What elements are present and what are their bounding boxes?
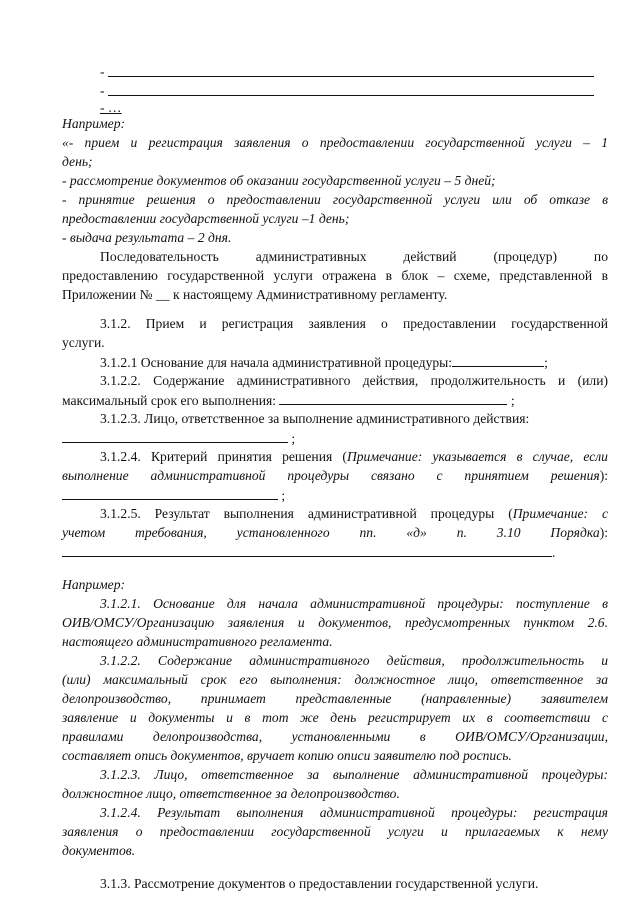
example-line: правилами делопроизводства, установленными в ОИВ/ОМСУ/Организации,	[62, 729, 608, 744]
fill-in-blank	[279, 390, 507, 405]
field-label	[62, 466, 608, 486]
example-item: день;	[62, 154, 93, 169]
field-row	[62, 485, 285, 506]
section-heading: услуги.	[62, 335, 105, 350]
text: 3.1.2.5. Результат выполнения административной процедуры (	[100, 506, 513, 521]
field-label: 3.1.2.3. Лицо, ответственное за выполнение административного действия:	[100, 411, 530, 426]
field-label	[100, 504, 608, 524]
example-line: настоящего административного регламента.	[62, 634, 333, 649]
fill-in-blank	[62, 485, 278, 500]
field-row	[62, 428, 295, 449]
punct: ):	[599, 468, 608, 483]
example-line: документов.	[62, 843, 136, 858]
text: 3.1.2.4. Критерий принятия решения (	[100, 449, 347, 464]
example-line: заявление и документы и в тот же день регистрирует их в соответствии с	[62, 710, 608, 725]
example-line: 3.1.2.2. Содержание административного действия, продолжительность и	[100, 653, 608, 668]
example-item: - выдача результата – 2 дня.	[62, 230, 232, 245]
paragraph-line: Приложении № __ к настоящему Административному регламенту.	[62, 287, 448, 302]
example-label: Например:	[62, 116, 126, 131]
section-heading: 3.1.3. Рассмотрение документов о предоставлении государственной услуги.	[100, 876, 539, 891]
note-label: Примечание:	[512, 506, 589, 521]
field-label: 3.1.2.1 Основание для начала административной процедуры:	[100, 355, 453, 370]
dash-marker: - …	[100, 100, 122, 115]
example-line: ОИВ/ОМСУ/Организацию заявления и документов, предусмотренных пунктом 2.6.	[62, 615, 608, 630]
blank-line	[108, 76, 594, 77]
punct: ;	[544, 355, 548, 370]
example-line: делопроизводство, принимает представленные (направленные) заявителем	[62, 691, 608, 706]
example-line: должностное лицо, ответственное за делопроизводство.	[62, 786, 400, 801]
example-line: заявления о предоставлении государственной услуги и прилагаемых к нему	[62, 824, 608, 839]
example-label: Например:	[62, 577, 126, 592]
example-line: 3.1.2.3. Лицо, ответственное за выполнение административной процедуры:	[100, 767, 608, 782]
dash-marker: -	[100, 83, 105, 98]
punct: ;	[291, 431, 296, 446]
note-text: выполнение административной процедуры связано с принятием решения	[62, 468, 600, 483]
example-line: 3.1.2.4. Результат выполнения административной процедуры: регистрация	[100, 805, 608, 820]
punct: ):	[599, 525, 608, 540]
fill-in-blank	[452, 352, 544, 367]
note-text: учетом требования, установленного пп. «д» п. 3.10 Порядка	[62, 525, 600, 540]
note-text: с	[601, 506, 608, 521]
example-item: - принятие решения о предоставлении государственной услуги или об отказе в	[62, 192, 608, 207]
field-label	[62, 523, 608, 543]
example-line: (или) максимальный срок его выполнения: должностное лицо, ответственное за	[62, 672, 608, 687]
punct: .	[552, 545, 556, 560]
example-line: 3.1.2.1. Основание для начала административной процедуры: поступление в	[100, 596, 608, 611]
field-row	[62, 542, 555, 563]
paragraph-line: Последовательность административных действий (процедур) по	[100, 249, 608, 264]
field-label: максимальный срок его выполнения:	[62, 393, 277, 408]
example-item: предоставлении государственной услуги –1 день;	[62, 211, 350, 226]
example-item: «- прием и регистрация заявления о предоставлении государственной услуги – 1	[62, 135, 608, 150]
dash-marker: -	[100, 64, 105, 79]
section-heading: 3.1.2. Прием и регистрация заявления о предоставлении государственной	[100, 316, 608, 331]
field-label: 3.1.2.2. Содержание административного действия, продолжительность и (или)	[100, 373, 608, 388]
punct: ;	[510, 393, 515, 408]
paragraph-line: предоставлению государственной услуги отражена в блок – схеме, представленной в	[62, 268, 608, 283]
fill-in-blank	[62, 542, 552, 557]
field-label	[100, 447, 608, 467]
punct: ;	[281, 488, 286, 503]
example-item: - рассмотрение документов об оказании государственной услуги – 5 дней;	[62, 173, 496, 188]
note-text: указывается в случае, если	[432, 449, 608, 464]
blank-line	[108, 95, 594, 96]
field-row	[62, 390, 515, 411]
example-line: составляет опись документов, вручает копию описи заявителю под роспись.	[62, 748, 512, 763]
note-label: Примечание:	[346, 449, 423, 464]
field-row	[100, 352, 548, 373]
fill-in-blank	[62, 428, 288, 443]
